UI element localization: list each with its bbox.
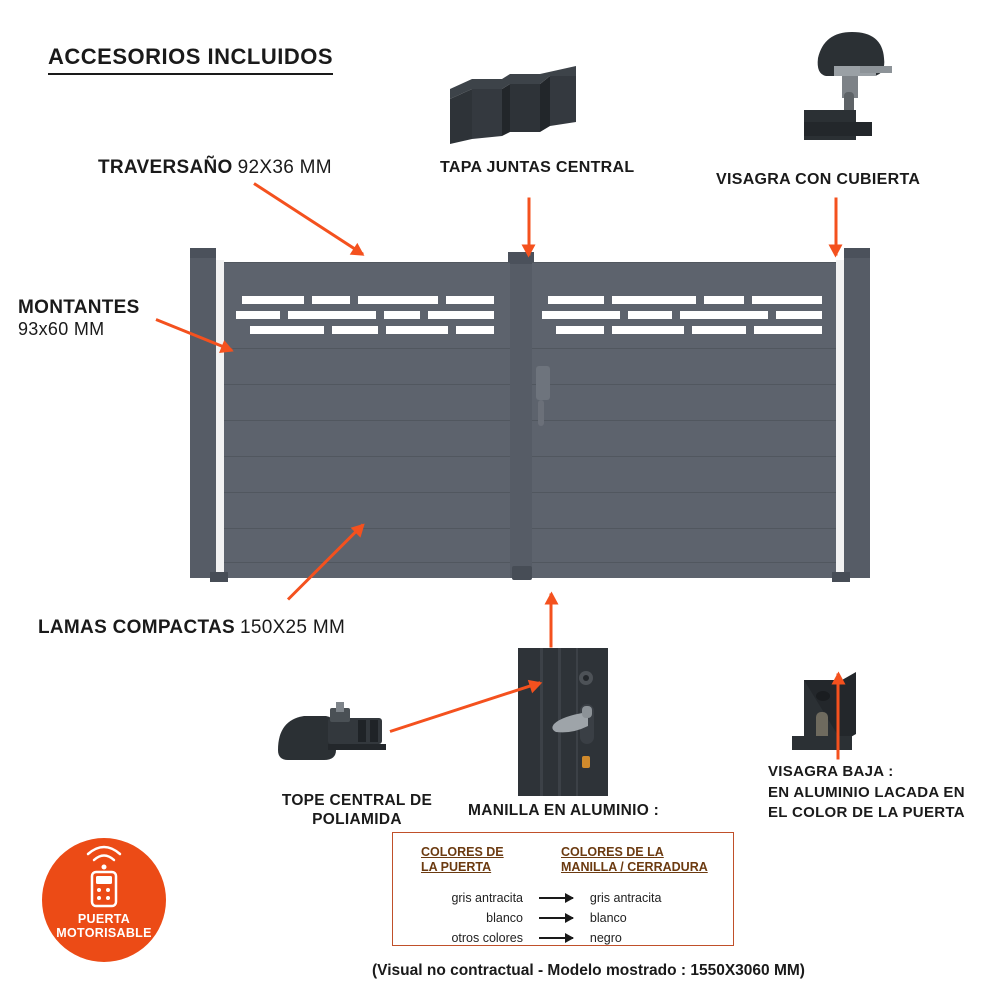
arrow-icon — [539, 897, 573, 899]
arrow-traversano — [253, 182, 364, 255]
label-visagra-baja-l2: EN ALUMINIO LACADA EN — [768, 783, 965, 801]
label-visagra-baja-l1: VISAGRA BAJA : — [768, 763, 894, 780]
tapa-juntas-central-illustration — [440, 44, 590, 144]
motorisable-badge — [42, 838, 166, 962]
arrow-icon — [539, 917, 573, 919]
right-post-gasket — [836, 260, 844, 578]
color-table — [392, 832, 734, 946]
label-visagra-cubierta: VISAGRA CON CUBIERTA — [716, 171, 921, 188]
remote-control-icon — [42, 838, 166, 908]
visagra-baja-illustration — [790, 666, 900, 776]
table-row: otros colores negro — [451, 931, 622, 945]
arrow-icon — [539, 937, 573, 939]
arrow-tapa — [528, 198, 531, 256]
arrow-visagra-baja — [837, 674, 840, 760]
page-title: ACCESORIOS INCLUIDOS — [48, 44, 333, 75]
label-montantes-size: 93x60 MM — [18, 319, 105, 340]
left-post — [190, 248, 216, 578]
gate-illustration — [190, 248, 870, 588]
center-stop — [512, 566, 532, 580]
label-tapa-juntas: TAPA JUNTAS CENTRAL — [440, 159, 635, 176]
visagra-con-cubierta-illustration — [800, 22, 920, 152]
label-manilla: MANILLA EN ALUMINIO : — [468, 802, 660, 819]
motor-badge-line2: MOTORISABLE — [56, 926, 152, 941]
tope-central-poliamida-illustration — [272, 696, 402, 766]
motor-badge-line1: PUERTA — [77, 912, 131, 926]
color-table-head-left: COLORES DE LA PUERTA — [421, 845, 504, 874]
right-top-rail — [532, 262, 836, 287]
center-post — [510, 256, 532, 578]
arrow-visagra-cubierta — [835, 198, 838, 256]
table-row: blanco blanco — [486, 911, 627, 925]
label-traversano: TRAVERSAÑO 92X36 MM — [98, 157, 332, 178]
left-post-gasket — [216, 260, 224, 578]
gate-handle-icon — [536, 366, 550, 400]
right-post — [844, 248, 870, 578]
left-top-rail — [224, 262, 510, 287]
manilla-aluminio-illustration — [518, 648, 608, 796]
label-tope-l1: TOPE CENTRAL DE — [281, 792, 433, 809]
label-visagra-baja-l3: EL COLOR DE LA PUERTA — [768, 804, 965, 822]
label-montantes: MONTANTES — [18, 297, 140, 318]
label-tope-l2: POLIAMIDA — [312, 810, 402, 828]
label-lamas: LAMAS COMPACTAS 150X25 MM — [38, 617, 346, 638]
footnote: (Visual no contractual - Modelo mostrado : 1550X3060 MM) — [372, 962, 805, 979]
color-table-head-right: COLORES DE LA MANILLA / CERRADURA — [561, 845, 708, 874]
left-post-cap — [190, 248, 216, 258]
table-row: gris antracita gris antracita — [451, 891, 662, 905]
right-post-cap — [844, 248, 870, 258]
arrow-manilla — [550, 594, 553, 648]
